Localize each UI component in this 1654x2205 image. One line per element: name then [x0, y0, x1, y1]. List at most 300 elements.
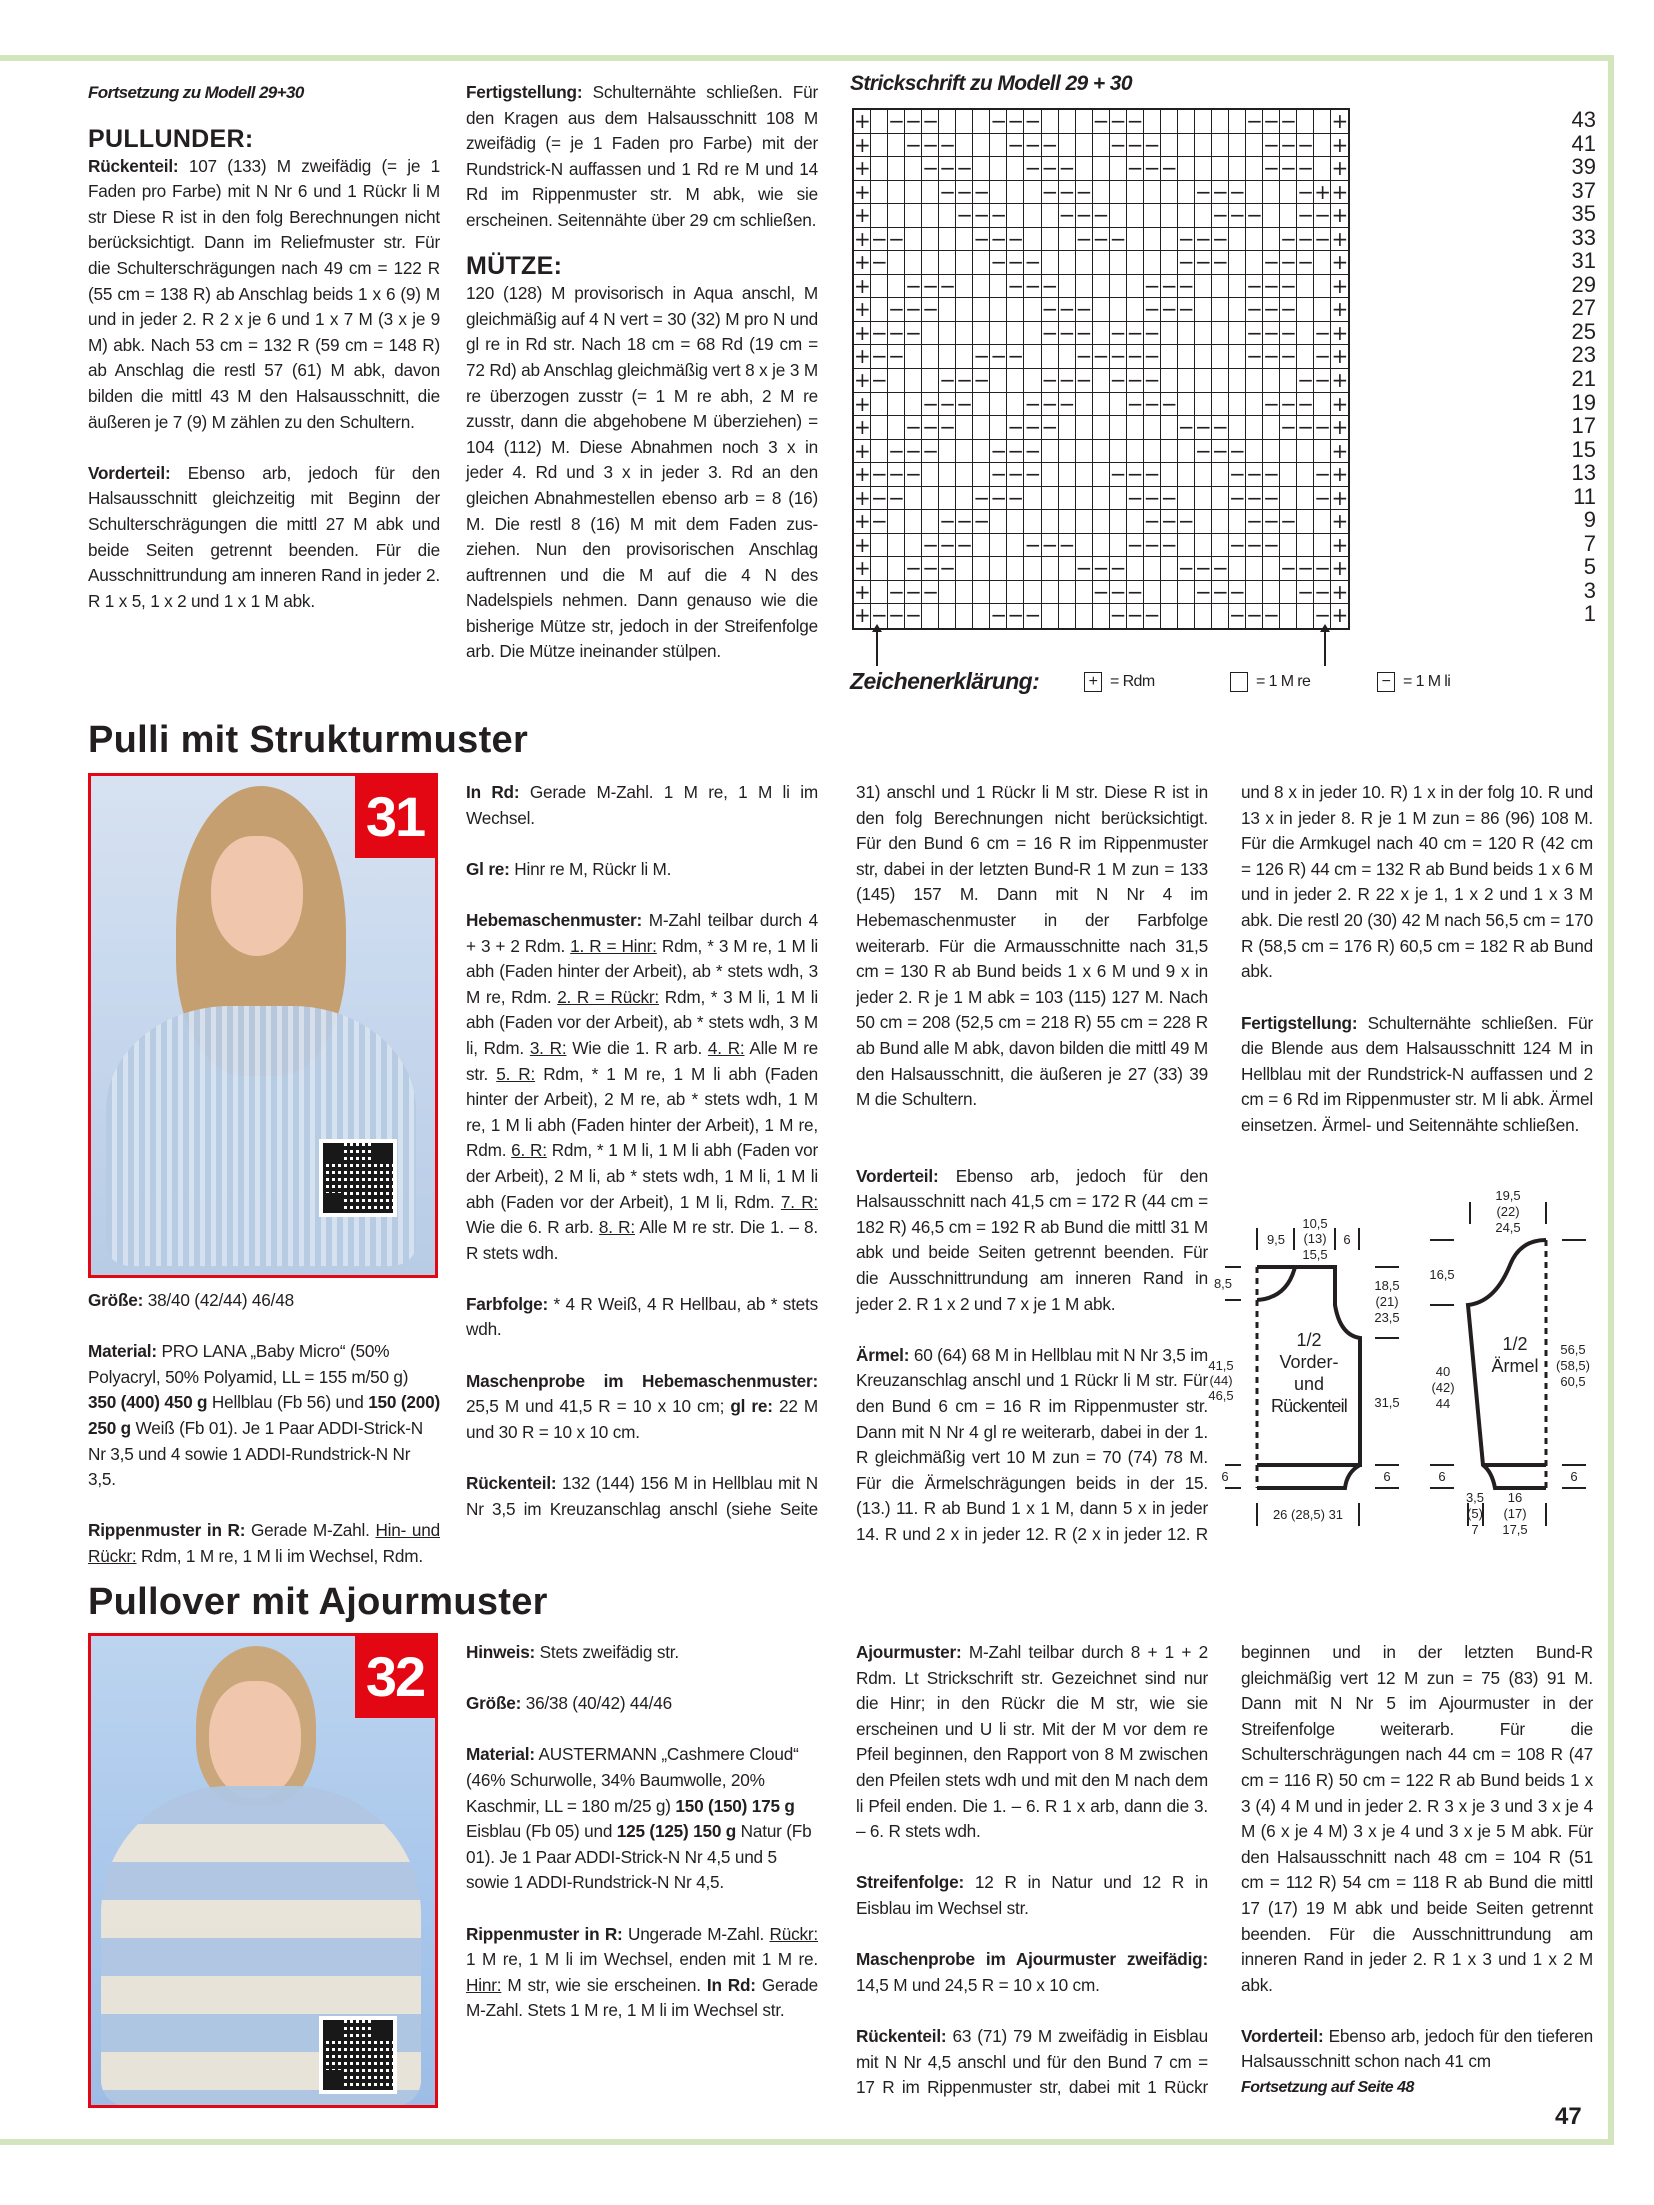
purl-stitch-cell: − [1211, 579, 1229, 604]
knit-stitch-cell [888, 134, 905, 158]
knit-stitch-cell [1059, 487, 1076, 511]
model31-col1 [88, 1288, 440, 1570]
dim-sleeve-total-c: 60,5 [1560, 1374, 1586, 1389]
purl-stitch-cell: − [956, 203, 974, 228]
muetze-text: 120 (128) M provisorisch in Aqua anschl, M gleichmäßig auf 4 N vert = 30 (32) M pro N und gl re in Rd str. Nach 18 cm = 68 Rd (19 cm = 72 Rd) ab Anschlag gleichmäßig vert 8 x je 3 M re überzogen zusstr (= 1 M re abh, 2 M re zusstr, dann die abgehobene M überziehen) = 104 (112) M. Diese Abnahmen noch 3 x in jeder 4. Rd und 3 x in jeder 3. Rd an den gleichen Abnahmestellen ebenso arb = 8 (16) M. Die restl 8 (16) M mit dem Faden zus-ziehen. Nun den provisorischen Anschlag auftrennen und die M auf die 4 N des Nadelspiels nehmen. Dann genauso wie die bisherige Mütze str, jedoch in der Streifenfolge arb. Die Mütze ineinander stülpen. [466, 283, 818, 662]
knit-stitch-cell [1007, 181, 1024, 205]
knit-stitch-cell [1280, 534, 1297, 558]
purl-stitch-cell: − [1263, 132, 1280, 157]
row-label: 5. R: [496, 1063, 536, 1084]
knit-stitch-cell [1059, 345, 1076, 369]
purl-stitch-cell: − [939, 509, 956, 534]
knit-stitch-cell [1161, 181, 1178, 205]
model31-vorderteil [856, 1164, 1208, 1318]
chart-legend [850, 668, 1550, 700]
row-number: 31 [1571, 248, 1596, 274]
knit-stitch-cell [1314, 393, 1331, 417]
knit-stitch-cell [1195, 345, 1212, 369]
purl-stitch-cell: − [1109, 603, 1127, 628]
purl-stitch-cell: − [990, 438, 1008, 463]
purl-stitch-cell: − [1092, 109, 1110, 133]
knit-stitch-cell [1093, 298, 1110, 322]
knit-stitch-cell [1195, 393, 1212, 417]
knit-stitch-cell [1076, 134, 1093, 158]
edge-stitch-cell: + [1331, 509, 1349, 534]
dim-armhole-a: 18,5 [1374, 1278, 1400, 1293]
model32-qr-code[interactable] [319, 2016, 397, 2094]
text: 22 M und 30 R = 10 x 10 cm. [466, 1396, 818, 1442]
text: Wie die 6. R arb. [466, 1217, 599, 1238]
knit-stitch-cell [1144, 181, 1161, 205]
knit-stitch-cell [1161, 345, 1178, 369]
knit-stitch-cell [1229, 298, 1246, 322]
purl-stitch-cell: − [1075, 344, 1093, 369]
knit-stitch-cell [1042, 557, 1059, 581]
knit-stitch-cell [1314, 275, 1331, 299]
knit-stitch-cell [905, 228, 922, 252]
purl-stitch-cell: − [1280, 320, 1297, 345]
knit-stitch-cell [922, 345, 939, 369]
knit-stitch-cell [956, 416, 973, 440]
knit-stitch-cell [956, 581, 973, 605]
model32-rueckenteil-cont [1241, 1640, 1593, 1998]
knit-stitch-cell [1314, 510, 1331, 534]
row-number: 3 [1583, 577, 1596, 603]
knit-stitch-cell [1144, 228, 1161, 252]
model31-col3 [856, 780, 1208, 1548]
purl-stitch-cell: − [1126, 579, 1144, 604]
knit-stitch-cell [1280, 440, 1297, 464]
edge-stitch-cell: + [854, 250, 871, 275]
knit-stitch-cell [1280, 487, 1297, 511]
purl-stitch-cell: − [1041, 132, 1059, 157]
purl-stitch-cell: − [1246, 509, 1263, 534]
dim-top-c: 24,5 [1495, 1220, 1521, 1235]
purl-stitch-cell: − [1297, 415, 1314, 440]
purl-stitch-cell: − [1280, 391, 1297, 416]
purl-stitch-cell: − [973, 509, 991, 534]
knit-stitch-cell [1127, 275, 1144, 299]
row-number: 9 [1583, 507, 1596, 533]
knit-stitch-icon [1230, 672, 1248, 692]
purl-stitch-cell: − [871, 320, 888, 345]
row-number: 1 [1583, 601, 1596, 627]
knit-stitch-cell [1280, 181, 1297, 205]
pullunder-heading: PULLUNDER: [88, 124, 254, 153]
knit-stitch-cell [1059, 251, 1076, 275]
body-label-3: und [1293, 1374, 1325, 1394]
knit-stitch-cell [1178, 487, 1195, 511]
label: Farbfolge: [466, 1293, 549, 1314]
edge-stitch-cell: + [854, 273, 871, 298]
model32-material [466, 1742, 818, 1896]
edge-stitch-cell: + [854, 297, 871, 322]
continuation-note[interactable]: Fortsetzung auf Seite 48 [1241, 2078, 1414, 2096]
knit-stitch-cell [1229, 275, 1246, 299]
knit-stitch-cell [956, 604, 973, 628]
knit-stitch-cell [888, 369, 905, 393]
continuation-kicker: Fortsetzung zu Modell 29+30 [88, 83, 304, 102]
purl-stitch-cell: − [1092, 579, 1110, 604]
knit-stitch-cell [1076, 110, 1093, 134]
knit-stitch-cell [1229, 157, 1246, 181]
edge-stitch-cell: + [854, 320, 871, 345]
knit-stitch-cell [1195, 110, 1212, 134]
purl-stitch-cell: − [922, 438, 939, 463]
purl-stitch-cell: − [1058, 368, 1076, 393]
purl-stitch-cell: − [888, 579, 905, 604]
text: Gerade M-Zahl. [245, 1520, 376, 1541]
purl-stitch-cell: − [922, 109, 939, 133]
knit-stitch-cell [1263, 416, 1280, 440]
knit-stitch-cell [871, 204, 888, 228]
knit-stitch-cell [1161, 416, 1178, 440]
edge-stitch-cell: + [1331, 438, 1349, 463]
model32-streifenfolge [856, 1870, 1208, 1921]
purl-stitch-cell: − [1109, 226, 1127, 251]
knit-stitch-cell [1195, 487, 1212, 511]
text: M-Zahl teilbar durch 8 + 1 + 2 Rdm. Lt Strickschrift str. Gezeichnet sind nur die Hinr; in den Rückr die M str, wie sie erscheinen und U li str. Mit der M vor dem re Pfeil beginnen, den Rapport von 8 M zwischen den Pfeilen stets wdh und mit den M nach dem li Pfeil enden. Die 1. – 6. R 1 x arb, dann die 3. – 6. R stets wdh. [856, 1642, 1208, 1842]
knit-stitch-cell [1161, 134, 1178, 158]
knit-stitch-cell [973, 440, 990, 464]
edge-stitch-cell: + [854, 226, 871, 251]
edge-stitch-cell: + [1331, 320, 1349, 345]
label: Maschenprobe im Ajourmuster zweifädig: [856, 1949, 1208, 1970]
purl-stitch-cell: − [1075, 203, 1093, 228]
purl-stitch-cell: − [1024, 415, 1042, 440]
label: Rückenteil: [466, 1473, 557, 1494]
knit-stitch-cell [990, 369, 1007, 393]
knit-stitch-cell [871, 393, 888, 417]
purl-stitch-cell: − [922, 132, 939, 157]
model31-photo [88, 773, 438, 1278]
edge-stitch-cell: + [854, 109, 871, 133]
purl-stitch-cell: − [905, 132, 922, 157]
sub-label: Rückr: [769, 1923, 818, 1944]
knit-stitch-cell [1042, 604, 1059, 628]
knit-stitch-cell [1110, 275, 1127, 299]
knit-stitch-cell [1280, 604, 1297, 628]
knit-stitch-cell [1195, 322, 1212, 346]
model31-col4 [1241, 780, 1593, 1139]
purl-stitch-cell: − [1246, 485, 1263, 510]
knit-stitch-cell [1059, 463, 1076, 487]
knit-stitch-cell [1024, 581, 1041, 605]
knit-stitch-cell [1024, 204, 1041, 228]
text: Wie die 1. R arb. [566, 1037, 708, 1058]
label: Maschenprobe im Hebemaschenmuster: [466, 1370, 818, 1391]
purl-stitch-cell: − [905, 297, 922, 322]
muetze-column [466, 80, 818, 665]
repeat-arrow-left [876, 630, 878, 666]
model31-maschenprobe [466, 1369, 818, 1446]
knit-stitch-cell [1229, 393, 1246, 417]
knit-stitch-cell [871, 181, 888, 205]
knit-stitch-cell [973, 393, 990, 417]
knit-stitch-cell [1024, 487, 1041, 511]
knit-stitch-cell [1093, 393, 1110, 417]
purl-stitch-cell: − [1263, 509, 1280, 534]
row-label: 4. R: [707, 1037, 745, 1058]
purl-stitch-cell: − [990, 603, 1008, 628]
purl-stitch-cell: − [905, 273, 922, 298]
knit-stitch-cell [939, 204, 956, 228]
model31-col2 [466, 780, 818, 1523]
pullunder-column [88, 80, 440, 614]
knit-stitch-cell [922, 463, 939, 487]
knit-stitch-cell [1195, 204, 1212, 228]
knit-stitch-cell [922, 181, 939, 205]
edge-stitch-cell: + [1331, 485, 1349, 510]
knit-stitch-cell [1212, 604, 1229, 628]
edge-stitch-cell: + [1314, 179, 1332, 204]
knit-stitch-cell [1263, 440, 1280, 464]
model31-rippenmuster [88, 1518, 440, 1569]
model31-number-badge: 31 [355, 776, 435, 858]
knit-stitch-cell [922, 228, 939, 252]
sub-label: Hin- und Rückr: [88, 1520, 440, 1566]
knit-stitch-cell [905, 204, 922, 228]
purl-stitch-cell: − [1109, 556, 1127, 581]
purl-stitch-cell: − [1280, 556, 1297, 581]
purl-stitch-cell: − [888, 603, 905, 628]
knit-stitch-cell [1024, 557, 1041, 581]
purl-stitch-cell: − [1280, 273, 1297, 298]
knit-stitch-cell [939, 581, 956, 605]
text: Rdm, * 3 M re, 1 M li abh (Faden hinter der Arbeit), ab * stets wdh, 3 M re, Rdm. [466, 935, 818, 1007]
knit-stitch-cell [871, 557, 888, 581]
purl-stitch-cell: − [1263, 273, 1280, 298]
knit-stitch-cell [1161, 581, 1178, 605]
label: Rippenmuster in R: [88, 1520, 246, 1541]
purl-stitch-cell: − [1194, 250, 1212, 275]
knit-stitch-cell [1076, 463, 1093, 487]
purl-stitch-cell: − [1194, 556, 1212, 581]
purl-stitch-cell: − [1280, 344, 1297, 369]
purl-stitch-cell: − [1160, 297, 1178, 322]
edge-stitch-cell: + [1331, 579, 1349, 604]
knit-stitch-cell [1314, 134, 1331, 158]
dim-side: 31,5 [1374, 1395, 1400, 1410]
row-number: 15 [1571, 436, 1596, 462]
knit-stitch-cell [1110, 204, 1127, 228]
knit-stitch-cell [1229, 345, 1246, 369]
text: Schulternähte schließen. Für den Kragen aus dem Halsausschnitt 108 M zweifädig (= je 1 Faden pro Farbe) mit der Rundstrick-N auffassen und 1 Rd re M und 14 Rd im Rippenmuster str. M abk, wie sie erscheinen. Seitennähte über 29 cm schließen. [466, 82, 818, 230]
purl-stitch-cell: − [990, 344, 1008, 369]
purl-stitch-cell: − [1007, 415, 1025, 440]
purl-stitch-cell: − [1143, 603, 1161, 628]
edge-stitch-cell: + [1331, 226, 1349, 251]
label: Ajourmuster: [856, 1642, 962, 1662]
page-frame-top [0, 55, 1614, 61]
knit-stitch-cell [1127, 416, 1144, 440]
dim-neck-b: (13) [1303, 1231, 1327, 1246]
edge-stitch-cell: + [854, 132, 871, 157]
row-number: 37 [1571, 177, 1596, 203]
purl-stitch-cell: − [1229, 532, 1246, 557]
knit-stitch-cell [1093, 369, 1110, 393]
purl-stitch-cell: − [1041, 320, 1059, 345]
text: Rdm, * 1 M re, 1 M li abh (Faden hinter der Arbeit), 2 M re, ab * stets wdh, 1 M re, 1 M li abh (Faden hinter der Arbeit), 1 M re, Rdm. [466, 1063, 818, 1161]
knit-stitch-cell [1263, 228, 1280, 252]
purl-stitch-cell: − [1092, 556, 1110, 581]
purl-stitch-cell: − [1280, 509, 1297, 534]
dim-armhole-c: 23,5 [1374, 1310, 1400, 1325]
purl-stitch-cell: − [1092, 203, 1110, 228]
purl-stitch-cell: − [1109, 368, 1127, 393]
knit-stitch-cell [939, 251, 956, 275]
label: Vorderteil: [88, 462, 171, 483]
purl-stitch-cell: − [1194, 179, 1212, 204]
knit-stitch-cell [1178, 110, 1195, 134]
knit-stitch-cell [1144, 110, 1161, 134]
text: Rdm, * 1 M li, 1 M li abh (Faden vor der Arbeit), 2 M li, ab * stets wdh, 1 M li, 1 M li abh (Faden vor der Arbeit), 1 M li, Rdm. [466, 1140, 819, 1212]
knit-stitch-cell [1178, 157, 1195, 181]
knit-stitch-cell [1110, 251, 1127, 275]
purl-stitch-cell: − [1075, 226, 1093, 251]
purl-stitch-cell: − [922, 532, 939, 557]
knit-stitch-cell [1127, 251, 1144, 275]
row-number: 7 [1583, 530, 1596, 556]
dim-top-a: 19,5 [1495, 1188, 1521, 1203]
purl-stitch-cell: − [1007, 485, 1025, 510]
knit-stitch-cell [956, 251, 973, 275]
knit-stitch-cell [1059, 228, 1076, 252]
amount: 150 (200) 250 g [88, 1392, 440, 1438]
knit-stitch-cell [871, 534, 888, 558]
knit-stitch-cell [939, 298, 956, 322]
dim-sleeve-b: (42) [1431, 1380, 1455, 1395]
knit-stitch-cell [1246, 134, 1263, 158]
knit-stitch-cell [990, 275, 1007, 299]
knit-stitch-cell [1042, 228, 1059, 252]
edge-stitch-cell: + [854, 485, 871, 510]
purl-stitch-cell: − [922, 297, 939, 322]
edge-stitch-cell: + [854, 415, 871, 440]
knit-stitch-cell [1297, 534, 1314, 558]
model32-hinweis [466, 1640, 818, 1666]
purl-stitch-cell: − [905, 603, 922, 628]
purl-stitch-cell: − [1024, 391, 1042, 416]
legend-item-rdm [1084, 672, 1155, 692]
edge-stitch-cell: + [1331, 391, 1349, 416]
knit-stitch-cell [956, 110, 973, 134]
knit-stitch-cell [1076, 157, 1093, 181]
knit-stitch-cell [1212, 463, 1229, 487]
knit-stitch-cell [1297, 440, 1314, 464]
purl-stitch-cell: − [1143, 132, 1161, 157]
knit-stitch-cell [1007, 369, 1024, 393]
knit-stitch-cell [939, 345, 956, 369]
sleeve-label-1: 1/2 [1502, 1334, 1528, 1354]
knit-stitch-cell [1042, 251, 1059, 275]
knit-stitch-cell [888, 510, 905, 534]
edge-stitch-cell: + [854, 203, 871, 228]
purl-stitch-cell: − [871, 250, 888, 275]
knit-stitch-cell [1110, 298, 1127, 322]
knit-stitch-cell [939, 463, 956, 487]
purl-stitch-cell: − [1229, 485, 1246, 510]
text: Schulternähte schließen. Für die Blende aus dem Halsausschnitt 124 M in Hellblau mit der Rundstrick-N auffassen und 2 cm = 6 Rd im Rippenmuster str. M li abk. Ärmel einsetzen. Ärmel- und Seitennähte schließen. [1241, 1012, 1593, 1135]
knit-stitch-cell [1093, 134, 1110, 158]
edge-stitch-cell: + [1331, 532, 1349, 557]
dim-cuff-c: 7 [1471, 1522, 1479, 1537]
knit-stitch-cell [1263, 581, 1280, 605]
knit-stitch-cell [1178, 369, 1195, 393]
knit-stitch-cell [1195, 604, 1212, 628]
knit-stitch-cell [1246, 251, 1263, 275]
knit-stitch-cell [922, 369, 939, 393]
knit-stitch-cell [956, 275, 973, 299]
purl-stitch-cell: − [1280, 156, 1297, 181]
purl-stitch-cell: − [888, 297, 905, 322]
knit-stitch-cell [1093, 463, 1110, 487]
row-label: 8. R: [598, 1217, 635, 1238]
dim-width: 26 (28,5) 31 [1272, 1507, 1344, 1522]
text [856, 780, 1208, 1113]
knit-stitch-cell [1161, 604, 1178, 628]
purl-stitch-cell: − [1041, 179, 1059, 204]
purl-stitch-cell: − [1211, 438, 1229, 463]
knit-stitch-cell [990, 134, 1007, 158]
purl-stitch-cell: − [990, 203, 1008, 228]
purl-stitch-cell: − [1246, 603, 1263, 628]
knit-stitch-cell [990, 157, 1007, 181]
knit-stitch-cell [1110, 534, 1127, 558]
purl-stitch-cell: − [1246, 273, 1263, 298]
knit-stitch-cell [973, 322, 990, 346]
knit-stitch-cell [1059, 604, 1076, 628]
knit-stitch-cell [1195, 510, 1212, 534]
knit-stitch-cell [1178, 345, 1195, 369]
knit-stitch-cell [1229, 228, 1246, 252]
purl-stitch-cell: − [1143, 532, 1161, 557]
knit-stitch-cell [973, 157, 990, 181]
knit-stitch-cell [1178, 463, 1195, 487]
knit-stitch-cell [1246, 440, 1263, 464]
dim-body-length-c: 46,5 [1208, 1388, 1234, 1403]
knit-stitch-cell [1229, 110, 1246, 134]
knitting-chart-grid [852, 108, 1350, 630]
knit-stitch-cell [1093, 181, 1110, 205]
purl-stitch-cell: − [905, 556, 922, 581]
model31-qr-code[interactable] [319, 1139, 397, 1217]
legend-item-purl [1377, 672, 1450, 692]
purl-stitch-cell: − [1075, 556, 1093, 581]
knit-stitch-cell [1127, 181, 1144, 205]
knit-stitch-cell [1314, 534, 1331, 558]
knit-stitch-cell [973, 463, 990, 487]
knit-stitch-cell [905, 487, 922, 511]
knit-stitch-cell [1093, 157, 1110, 181]
purl-stitch-cell: − [956, 509, 974, 534]
knit-stitch-cell [990, 393, 1007, 417]
model31-hebemaschenmuster [466, 908, 818, 1266]
row-number: 21 [1571, 366, 1596, 392]
purl-stitch-cell: − [1280, 226, 1297, 251]
knit-stitch-cell [1110, 487, 1127, 511]
text: 12 R in Natur und 12 R in Eisblau im Wechsel str. [856, 1872, 1208, 1918]
purl-stitch-cell: − [939, 391, 956, 416]
purl-stitch-cell: − [1280, 415, 1297, 440]
knit-stitch-cell [1246, 157, 1263, 181]
purl-stitch-cell: − [1314, 603, 1332, 628]
sub-label: In Rd: [706, 1974, 756, 1995]
purl-stitch-cell: − [871, 226, 888, 251]
text: und 8 x in jeder 10. R) 1 x in der folg 10. R und 13 x in jeder 8. R je 1 M zun = 86 (96) 108 M. Für die Armkugel nach 40 cm = 120 R (42 cm = 126 R) 44 cm = 132 R ab Bund beids 1 x 6 M und in jeder 2. R 22 x je 1, 1 x 2 und 1 x 3 M abk. Die restl 20 (30) 42 M nach 56,5 cm = 170 R (58,5 cm = 176 R) 60,5 cm = 182 R ab Bund abk. [1241, 781, 1593, 982]
knit-stitch-cell [1144, 557, 1161, 581]
knit-stitch-cell [1178, 134, 1195, 158]
